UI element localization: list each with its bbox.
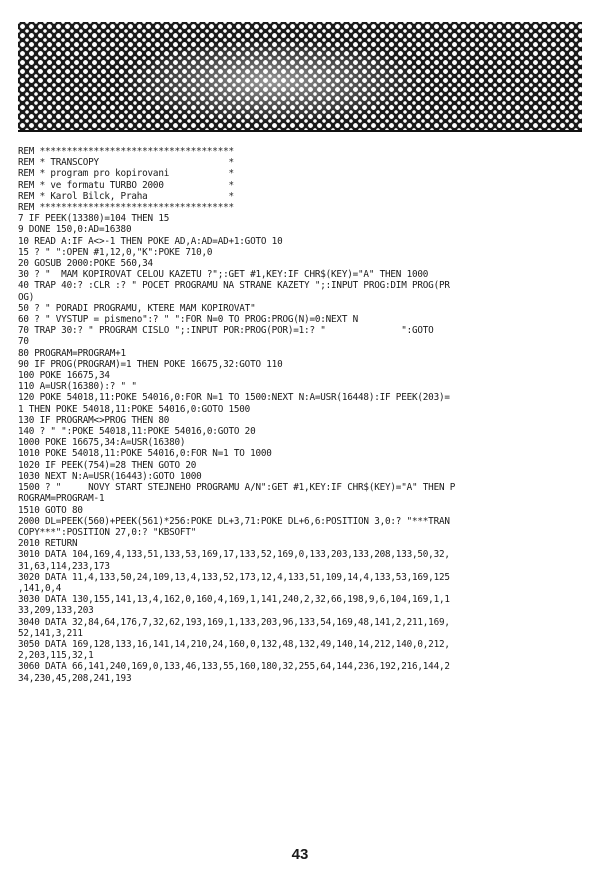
listing-line: ,141,0,4	[18, 582, 62, 594]
listing-line: 60 ? " VYSTUP = pismeno":? " ":FOR N=0 TO PROG:PROG(N)=0:NEXT N	[18, 314, 359, 326]
listing-line: REM * program pro kopirovani *	[18, 168, 234, 180]
listing-line: 7 IF PEEK(13380)=104 THEN 15	[18, 213, 170, 225]
listing-line: 30 ? " MAM KOPIROVAT CELOU KAZETU ?";:GET #1,KEY:IF CHR$(KEY)="A" THEN 1000	[18, 269, 429, 281]
listing-line: 9 DONE 150,0:AD=16380	[18, 224, 132, 236]
listing-line: 90 IF PROG(PROGRAM)=1 THEN POKE 16675,32:GOTO 110	[18, 358, 283, 370]
listing-line: 20 GOSUB 2000:POKE 560,34	[18, 258, 153, 270]
listing-line: 31,63,114,233,173	[18, 560, 110, 572]
listing-line: COPY***":POSITION 27,0:? "KBSOFT"	[18, 526, 197, 538]
listing-line: 130 IF PROGRAM<>PROG THEN 80	[18, 414, 170, 426]
listing-line: 3030 DATA 130,155,141,13,4,162,0,160,4,169,1,141,240,2,32,66,198,9,6,104,169,1,1	[18, 594, 450, 606]
listing-line: 1010 POKE 54018,11:POKE 54016,0:FOR N=1 TO 1000	[18, 448, 272, 460]
listing-line: 140 ? " ":POKE 54018,11:POKE 54016,0:GOTO 20	[18, 426, 256, 438]
basic-program-listing	[18, 146, 588, 684]
listing-line: REM * TRANSCOPY *	[18, 157, 234, 169]
listing-line: 120 POKE 54018,11:POKE 54016,0:FOR N=1 TO 1500:NEXT N:A=USR(16448):IF PEEK(203)=	[18, 392, 450, 404]
listing-line: REM ************************************	[18, 146, 234, 157]
listing-line: 110 A=USR(16380):? " "	[18, 381, 137, 393]
listing-line: REM * ve formatu TURBO 2000 *	[18, 179, 234, 191]
listing-line: 1000 POKE 16675,34:A=USR(16380)	[18, 437, 186, 449]
listing-line: ROGRAM=PROGRAM-1	[18, 493, 105, 505]
listing-line: 3060 DATA 66,141,240,169,0,133,46,133,55,160,180,32,255,64,144,236,192,216,144,2	[18, 661, 450, 673]
listing-line: 2,203,115,32,1	[18, 650, 94, 662]
listing-line: 33,209,133,203	[18, 605, 94, 617]
listing-line: 1020 IF PEEK(754)=28 THEN GOTO 20	[18, 459, 197, 471]
listing-line: 70 TRAP 30:? " PROGRAM CISLO ";:INPUT POR:PROG(POR)=1:? " ":GOTO	[18, 325, 434, 337]
listing-line: REM ************************************	[18, 202, 234, 214]
listing-line: 34,230,45,208,241,193	[18, 672, 132, 684]
listing-line: 100 POKE 16675,34	[18, 370, 110, 382]
listing-line: 40 TRAP 40:? :CLR :? " POCET PROGRAMU NA STRANE KAZETY ";:INPUT PROG:DIM PROG(PR	[18, 280, 450, 292]
listing-line: 70	[18, 336, 29, 348]
listing-line: 3010 DATA 104,169,4,133,51,133,53,169,17,133,52,169,0,133,203,133,208,133,50,32,	[18, 549, 450, 561]
listing-line: REM * Karol Bilck, Praha *	[18, 190, 234, 202]
listing-line: 1510 GOTO 80	[18, 504, 83, 516]
listing-line: OG)	[18, 291, 35, 303]
listing-line: 50 ? " PORADI PROGRAMU, KTERE MAM KOPIROVAT"	[18, 302, 256, 314]
page-number: 43	[291, 846, 309, 863]
listing-line: 2000 DL=PEEK(560)+PEEK(561)*256:POKE DL+3,71:POKE DL+6,6:POSITION 3,0:? "***TRAN	[18, 515, 450, 527]
halftone-banner-image	[18, 22, 582, 132]
listing-line: 3040 DATA 32,84,64,176,7,32,62,193,169,1,133,203,96,133,54,169,48,141,2,211,169,	[18, 616, 450, 628]
listing-line: 15 ? " ":OPEN #1,12,0,"K":POKE 710,0	[18, 246, 213, 258]
listing-line: 1500 ? " NOVY START STEJNEHO PROGRAMU A/N":GET #1,KEY:IF CHR$(KEY)="A" THEN P	[18, 482, 456, 494]
listing-line: 80 PROGRAM=PROGRAM+1	[18, 347, 126, 359]
listing-line: 3020 DATA 11,4,133,50,24,109,13,4,133,52,173,12,4,133,51,109,14,4,133,53,169,125	[18, 571, 450, 583]
listing-line: 1 THEN POKE 54018,11:POKE 54016,0:GOTO 1500	[18, 403, 251, 415]
listing-line: 10 READ A:IF A<>-1 THEN POKE AD,A:AD=AD+1:GOTO 10	[18, 235, 283, 247]
listing-line: 1030 NEXT N:A=USR(16443):GOTO 1000	[18, 470, 202, 482]
listing-line: 3050 DATA 169,128,133,16,141,14,210,24,160,0,132,48,132,49,140,14,212,140,0,212,	[18, 638, 450, 650]
listing-line: 52,141,3,211	[18, 627, 83, 639]
listing-line: 2010 RETURN	[18, 538, 78, 550]
